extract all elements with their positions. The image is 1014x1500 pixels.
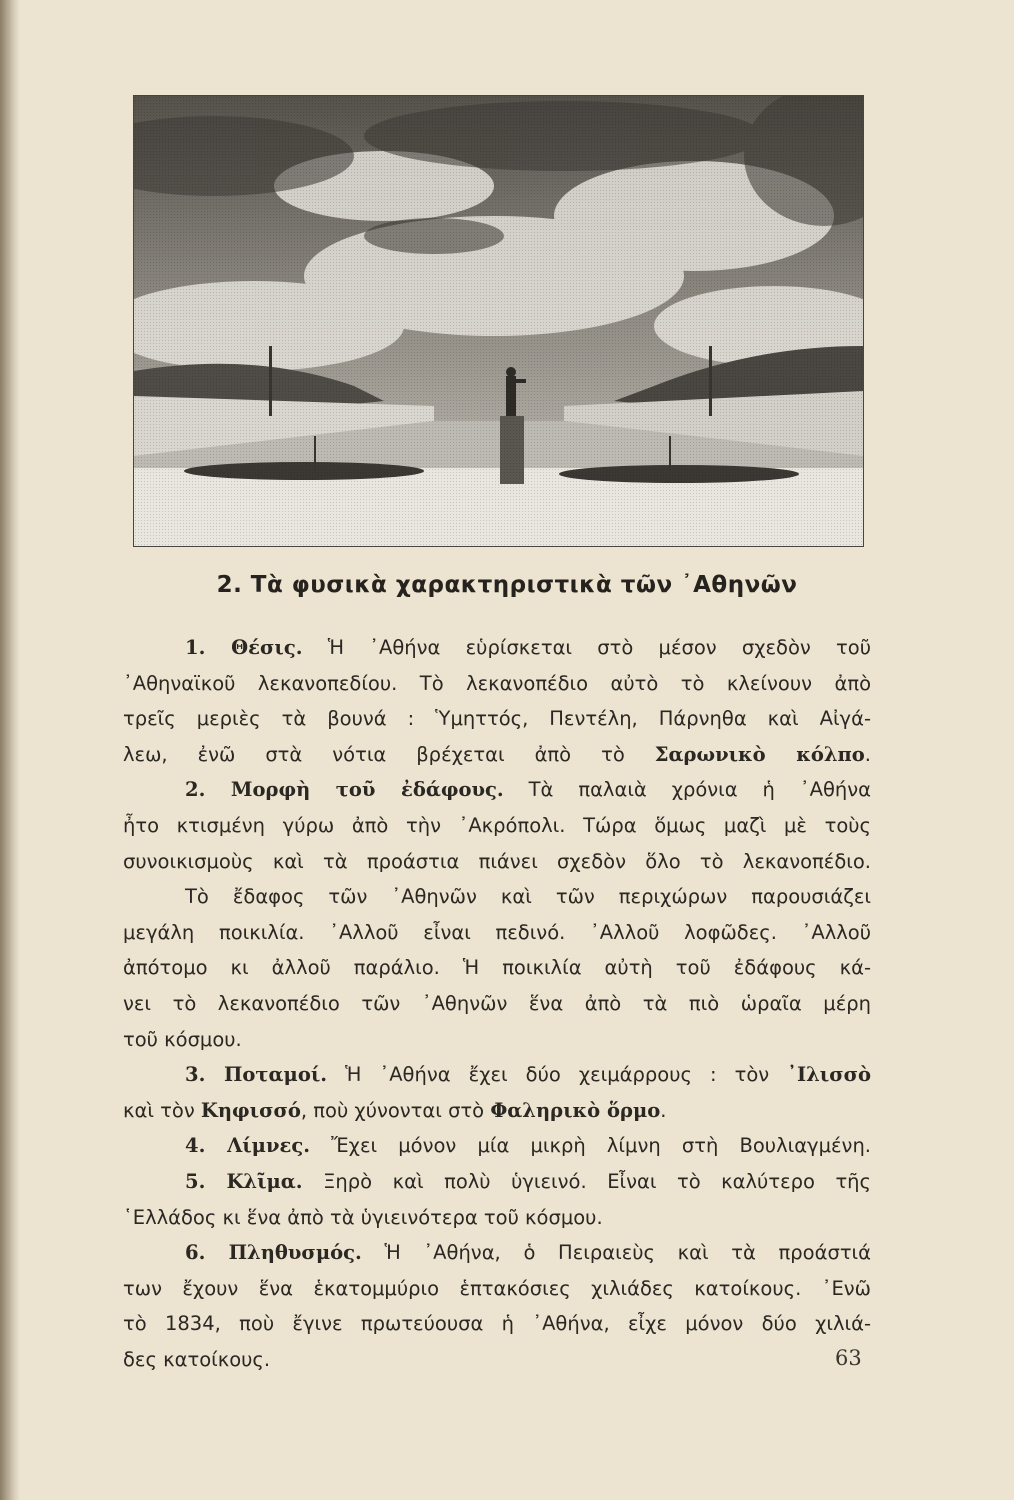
text-run: Τὰ παλαιὰ χρόνια ἡ ᾿Αθήνα xyxy=(503,778,871,802)
text-line xyxy=(123,1093,871,1129)
text-run: Ἡ ᾿Αθήνα, ὁ Πειραιεὺς καὶ τὰ προάστιά xyxy=(361,1241,872,1265)
bold-term: ᾿Ιλισσὸ xyxy=(787,1063,871,1087)
text-run: τρεῖς μεριὲς τὰ βουνά : Ὑμηττός, Πεντέλη, Πάρνηθα καὶ Αἰγά- xyxy=(123,707,871,731)
bold-term: Σαρωνικὸ κόλπο xyxy=(654,742,865,766)
bold-term: 3. Ποταμοί. xyxy=(185,1063,328,1087)
text-run: τὸ 1834, ποὺ ἔγινε πρωτεύουσα ἡ ᾿Αθήνα, εἶχε μόνον δύο χιλιά- xyxy=(123,1312,871,1336)
bold-term: 4. Λίμνες. xyxy=(185,1134,310,1158)
text-line xyxy=(123,1200,871,1236)
text-run: νει τὸ λεκανοπέδιο τῶν ᾿Αθηνῶν ἕνα ἀπὸ τὰ πιὸ ὡραῖα μέρη xyxy=(123,991,871,1015)
text-line xyxy=(123,986,871,1022)
text-line xyxy=(123,1235,871,1271)
text-run: καὶ τὸν xyxy=(123,1098,201,1122)
section-title: 2. Τὰ φυσικὰ χαρακτηριστικὰ τῶν ᾿Αθηνῶν xyxy=(216,572,798,598)
text-run: τοῦ κόσμου. xyxy=(123,1027,242,1051)
text-line xyxy=(123,808,871,844)
text-run: μεγάλη ποικιλία. ᾿Αλλοῦ εἶναι πεδινό. ᾿Αλλοῦ λοφῶδες. ᾿Αλλοῦ xyxy=(123,920,871,944)
text-run: , ποὺ χύνονται στὸ xyxy=(300,1098,491,1122)
text-run: δες κατοίκους. xyxy=(123,1347,271,1371)
text-line xyxy=(123,1164,871,1200)
text-run: ἀπότομο κι ἀλλοῦ παράλιο. Ἡ ποικιλία αὐτὴ τοῦ ἐδάφους κά- xyxy=(123,956,871,980)
text-line xyxy=(123,701,871,737)
text-run: Ἔχει μόνον μία μικρὴ λίμνη στὴ Βουλιαγμένη. xyxy=(310,1134,871,1158)
text-line xyxy=(123,1057,871,1093)
body-text xyxy=(123,630,871,1377)
bold-term: 6. Πληθυσμός. xyxy=(185,1241,362,1265)
text-run: ἦτο κτισμένη γύρω ἀπὸ τὴν ᾿Ακρόπολι. Τώρα ὅμως μαζὶ μὲ τοὺς xyxy=(123,813,871,837)
bold-term: Φαληρικὸ ὅρμο xyxy=(490,1098,661,1122)
bold-term: 2. Μορφὴ τοῦ ἐδάφους. xyxy=(185,778,504,802)
text-line xyxy=(123,1306,871,1342)
text-run: Ἡ ᾿Αθήνα εὑρίσκεται στὸ μέσον σχεδὸν τοῦ xyxy=(302,636,872,659)
text-line xyxy=(123,915,871,951)
text-line xyxy=(123,1342,871,1378)
text-line xyxy=(123,844,871,880)
bold-term: Κηφισσό xyxy=(200,1098,301,1122)
text-run: Ἡ ᾿Αθήνα ἔχει δύο χειμάρρους : τὸν xyxy=(327,1063,788,1087)
text-run: Τὸ ἔδαφος τῶν ᾿Αθηνῶν καὶ τῶν περιχώρων παρουσιάζει xyxy=(185,885,871,909)
text-line xyxy=(123,879,871,915)
text-line xyxy=(123,1022,871,1058)
text-line xyxy=(123,1128,871,1164)
text-run: . xyxy=(660,1098,667,1122)
text-run: των ἔχουν ἕνα ἑκατομμύριο ἑπτακόσιες χιλιάδες κατοίκους. ᾿Ενῶ xyxy=(123,1276,871,1300)
text-line xyxy=(123,950,871,986)
text-run: . xyxy=(864,742,871,766)
bold-term: 1. Θέσις. xyxy=(185,636,303,659)
text-run: λεω, ἐνῶ στὰ νότια βρέχεται ἀπὸ τὸ xyxy=(123,742,655,766)
text-line xyxy=(123,666,871,702)
text-line xyxy=(123,630,871,666)
bold-term: 5. Κλῖμα. xyxy=(185,1169,303,1193)
page-number: 63 xyxy=(835,1346,862,1370)
text-run: Ξηρὸ καὶ πολὺ ὑγιεινό. Εἶναι τὸ καλύτερο τῆς xyxy=(302,1169,871,1193)
text-run: ῾Ελλάδος κι ἕνα ἀπὸ τὰ ὑγιεινότερα τοῦ κόσμου. xyxy=(123,1205,603,1229)
text-line xyxy=(123,1271,871,1307)
text-run: ᾿Αθηναϊκοῦ λεκανοπεδίου. Τὸ λεκανοπέδιο αὐτὸ τὸ κλείνουν ἀπὸ xyxy=(123,671,871,695)
text-line xyxy=(123,737,871,773)
stadium-photo xyxy=(133,95,864,547)
page-binding-shadow xyxy=(0,0,20,1500)
text-run: συνοικισμοὺς καὶ τὰ προάστια πιάνει σχεδὸν ὅλο τὸ λεκανοπέδιο. xyxy=(123,849,871,873)
text-line xyxy=(123,772,871,808)
